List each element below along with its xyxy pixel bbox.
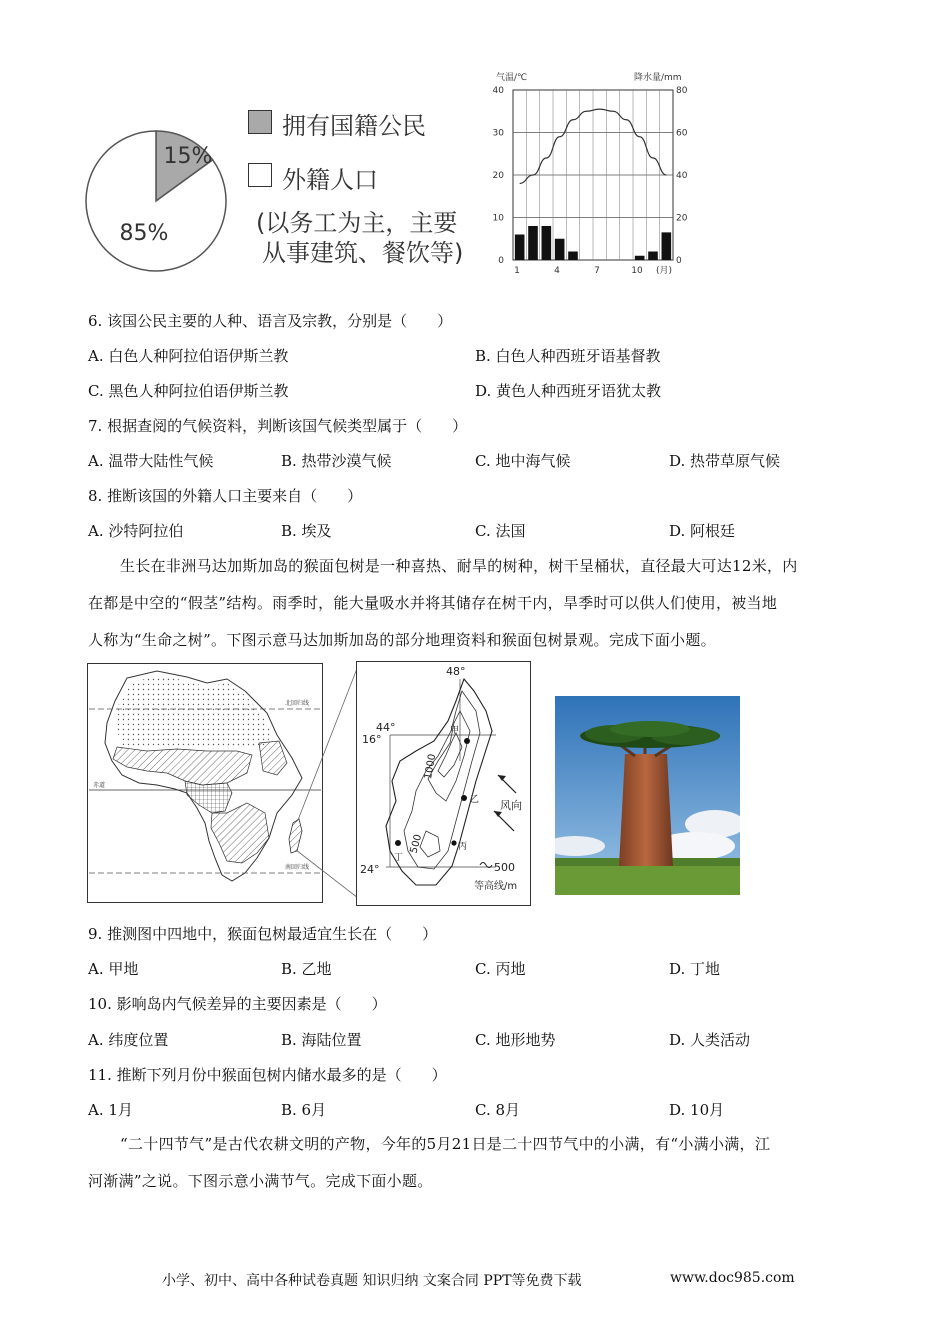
month-tick-1: 1: [514, 266, 520, 276]
precipitation-bar-5: [568, 252, 578, 261]
zoom-leader-lines: [290, 660, 362, 908]
contour-label-500: 500: [408, 833, 425, 855]
latitude-24-label: 24°: [360, 863, 380, 876]
temp-tick-40: 40: [492, 86, 504, 96]
month-tick-10: 10: [631, 266, 643, 276]
question-11-option-d[interactable]: D. 10月: [669, 1101, 725, 1119]
pie-slice-label-15: 15%: [163, 144, 213, 169]
temp-tick-0: 0: [498, 256, 504, 266]
site-jia-marker: [464, 738, 470, 744]
contour-legend-value: 500: [494, 861, 515, 874]
question-7-stem: 7. 根据查阅的气候资料，判断该国气候类型属于（ ）: [88, 417, 468, 435]
site-jia-label: 甲: [450, 726, 460, 736]
passage-solar-term: [88, 1126, 878, 1200]
tropic-of-capricorn-label: 南回归线: [285, 864, 310, 871]
question-8-stem: 8. 推断该国的外籍人口主要来自（ ）: [88, 487, 363, 505]
passage-baobab-line1: 生长在非洲马达加斯加岛的猴面包树是一种喜热、耐旱的树种，树干呈桶状，直径最大可达12米，内: [120, 557, 798, 575]
site-yi-marker: [461, 795, 467, 801]
pie-slice-label-85: 85%: [119, 221, 169, 246]
precipitation-bar-1: [515, 235, 525, 261]
longitude-48-label: 48°: [446, 665, 466, 678]
site-ding-label: 丁: [394, 853, 404, 863]
pie-chart: [84, 122, 228, 282]
month-tick-7: 7: [594, 266, 600, 276]
precipitation-bar-3: [542, 226, 552, 260]
site-bing-label: 丙: [458, 842, 468, 852]
site-yi-label: 乙: [470, 795, 480, 805]
precip-axis-label: 降水量/mm: [634, 73, 682, 83]
longitude-44-label: 44°: [376, 721, 396, 734]
passage-baobab-line3: 人称为“生命之树”。下图示意马达加斯加岛的部分地理资料和猴面包树景观。完成下面小题。: [88, 631, 716, 649]
equator-label: 赤道: [93, 782, 106, 789]
question-7-option-b[interactable]: B. 热带沙漠气候: [281, 452, 392, 470]
question-8-option-b[interactable]: B. 埃及: [281, 522, 332, 540]
precip-tick-20: 20: [676, 213, 688, 224]
precipitation-bar-4: [555, 239, 565, 260]
precip-tick-60: 60: [676, 128, 688, 139]
question-11-option-b[interactable]: B. 6月: [281, 1101, 327, 1119]
footer-url[interactable]: www.doc985.com: [670, 1270, 795, 1286]
question-7-option-d[interactable]: D. 热带草原气候: [669, 452, 781, 470]
temp-tick-10: 10: [492, 213, 504, 224]
month-tick-4: 4: [554, 266, 560, 276]
madagascar-map: [356, 661, 532, 907]
precipitation-bar-11: [648, 252, 658, 261]
precip-tick-80: 80: [676, 86, 688, 96]
precipitation-bar-2: [528, 226, 538, 260]
question-11-option-a[interactable]: A. 1月: [88, 1101, 133, 1119]
temp-tick-20: 20: [492, 171, 504, 181]
precipitation-bar-10: [635, 256, 645, 260]
contour-label-1000: 1000: [423, 753, 439, 781]
climate-chart: [490, 66, 700, 278]
month-axis-unit: (月): [655, 266, 673, 276]
precipitation-bar-12: [662, 232, 672, 260]
passage-baobab-line2: 在都是中空的“假茎”结构。雨季时，能大量吸水并将其储存在树干内，旱季时可以供人们使用，被当地: [88, 594, 778, 612]
question-6-option-c[interactable]: C. 黑色人种阿拉伯语伊斯兰教: [88, 382, 289, 400]
question-7-option-c[interactable]: C. 地中海气候: [475, 452, 571, 470]
question-6-option-a[interactable]: A. 白色人种阿拉伯语伊斯兰教: [88, 347, 289, 365]
legend-note-line1: (以务工为主，主要: [256, 209, 458, 237]
question-8-option-c[interactable]: C. 法国: [475, 522, 526, 540]
passage-solar-term-line1: “二十四节气”是古代农耕文明的产物，今年的5月21日是二十四节气中的小满，有“小满小满，江: [120, 1135, 771, 1153]
wind-direction-label: 风向: [500, 799, 522, 812]
legend-swatch-citizens: [248, 110, 272, 134]
question-6-option-b[interactable]: B. 白色人种西班牙语基督教: [475, 347, 661, 365]
passage-solar-term-line2: 河渐满”之说。下图示意小满节气。完成下面小题。: [88, 1172, 433, 1190]
legend-note-line2: 从事建筑、餐饮等): [262, 239, 464, 267]
question-9-option-b[interactable]: B. 乙地: [281, 960, 332, 978]
legend-label-citizens: 拥有国籍公民: [282, 112, 426, 140]
question-9-option-c[interactable]: C. 丙地: [475, 960, 526, 978]
question-11-option-c[interactable]: C. 8月: [475, 1101, 521, 1119]
legend-label-foreign: 外籍人口: [282, 166, 378, 194]
precip-tick-0: 0: [676, 256, 682, 266]
question-11-stem: 11. 推断下列月份中猴面包树内储水最多的是（ ）: [88, 1066, 447, 1084]
temp-tick-30: 30: [492, 128, 504, 139]
precip-tick-40: 40: [676, 171, 688, 181]
site-ding-marker: [395, 840, 401, 846]
site-bing-marker: [451, 840, 456, 845]
question-7-option-a[interactable]: A. 温带大陆性气候: [88, 452, 214, 470]
question-8-option-d[interactable]: D. 阿根廷: [669, 522, 736, 540]
temp-axis-label: 气温/℃: [496, 73, 528, 83]
latitude-16-label: 16°: [362, 733, 382, 746]
question-10-option-c[interactable]: C. 地形地势: [475, 1031, 556, 1049]
contour-legend-label: 等高线/m: [474, 881, 518, 892]
question-10-option-a[interactable]: A. 纬度位置: [88, 1031, 169, 1049]
question-9-option-d[interactable]: D. 丁地: [669, 960, 721, 978]
question-10-stem: 10. 影响岛内气候差异的主要因素是（ ）: [88, 995, 387, 1013]
question-6-option-d[interactable]: D. 黄色人种西班牙语犹太教: [475, 382, 662, 400]
question-9-stem: 9. 推测图中四地中，猴面包树最适宜生长在（ ）: [88, 925, 438, 943]
question-10-option-b[interactable]: B. 海陆位置: [281, 1031, 362, 1049]
legend-swatch-foreign: [248, 163, 272, 187]
question-10-option-d[interactable]: D. 人类活动: [669, 1031, 751, 1049]
passage-baobab: [88, 548, 878, 659]
question-8-option-a[interactable]: A. 沙特阿拉伯: [88, 522, 184, 540]
tropic-of-cancer-label: 北回归线: [285, 700, 310, 707]
question-9-option-a[interactable]: A. 甲地: [88, 960, 139, 978]
baobab-tree-photo: [555, 696, 740, 895]
footer-text: 小学、初中、高中各种试卷真题 知识归纳 文案合同 PPT等免费下载: [162, 1273, 582, 1289]
question-6-stem: 6. 该国公民主要的人种、语言及宗教，分别是（ ）: [88, 312, 453, 330]
